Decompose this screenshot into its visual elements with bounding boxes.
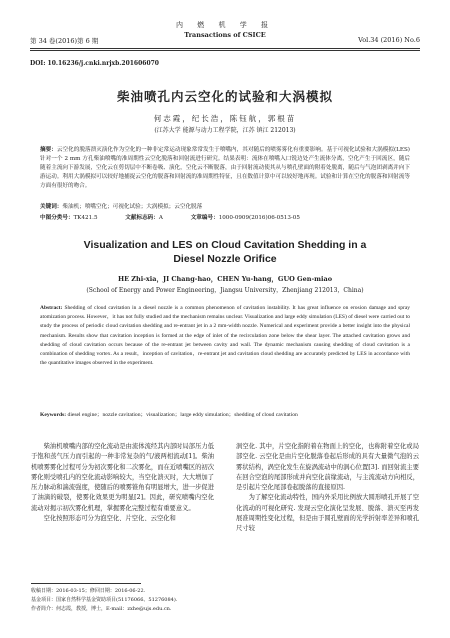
en-affiliation: (School of Energy and Power Engineering，Jiangsu University，Zhenjiang 212013，China)	[86, 287, 364, 294]
clc: 中图分类号：TK421.5	[40, 215, 98, 221]
footnote-fund: 基金项目：国家自然科学基金资助项目(51176066、51276084).	[31, 597, 178, 603]
cn-abstract-label: 摘要：	[40, 147, 57, 153]
en-keywords-text: diesel engine；nozzle cavitation；visualization；large eddy simulation；shedding of cloud cavitation	[67, 412, 298, 418]
en-abstract-label: Abstract:	[40, 305, 63, 311]
cn-keywords	[40, 203, 410, 212]
footnote-received: 收稿日期：2016-03-15；修回日期：2016-06-22.	[31, 588, 146, 594]
en-keywords	[40, 411, 410, 420]
en-keywords-label: Keywords:	[40, 412, 67, 418]
cn-affiliation: (江苏大学 能源与动力工程学院，江苏 镇江 212013)	[154, 127, 296, 134]
header-rule-2	[30, 50, 420, 51]
en-authors: HE Zhi-xia，JI Chang-hao，CHEN Yu-hang，GUO Gen-miao	[117, 275, 333, 283]
en-abstract	[40, 304, 410, 368]
en-title	[0, 238, 450, 266]
body-right-column	[236, 442, 419, 535]
header-journal-cn: 内 燃 机 学 报	[176, 21, 274, 29]
header-journal-en: Transactions of CSICE	[184, 31, 266, 39]
body-left-paragraph-2: 空化按照形态可分为泡空化、片空化、云空化和	[43, 515, 176, 523]
en-title-line2: Diesel Nozzle Orifice	[173, 253, 277, 265]
doc-code: 文献标志码：A	[125, 215, 163, 221]
cn-abstract-text: 云空化的脱落溃灭演化作为空化的一种非定常运动现象常常发生于喷嘴内，其对随后的喷雾雾化有重要影响。基于可视化试验和大涡模拟(LES)针对一个 2 mm 方孔柴油喷嘴的准周期性云空化脱落和回射流进行研究。结果表明：流体在喷嘴入口锐边处产生流体分离，空化产生于回流区，随后随着主流向下游发展，空化云在剪切层中不断卷吸、演化，空化云不断脱落，由于回射流动使其从与喷孔壁面的附着处脱离，随后与气泡团剥离并向下游运动。利用大涡模拟可以较好地捕捉云空化的脱落和回射流的准周期性特征，且在数值计算中可以较好地再现。试验和计算在空化的脱落和回射流等方面有很好的吻合。	[40, 147, 410, 189]
cn-abstract	[40, 146, 410, 191]
header-volume-issue-en: Vol.34 (2016) No.6	[358, 36, 420, 44]
body-left-paragraph-1: 柴油机喷嘴内部的空化流动是由流体流经其内部时局部压力低于饱和蒸气压力而引起的一种非常复杂的气/液两相流动[1]。柴油机喷雾雾化过程可分为初次雾化和二次雾化，而在近喷嘴区的初次雾化则受喷孔内的空化流动影响较大，当空化溃灭时，大大增加了压力脉动和湍流强度，使随后的喷雾锥角有明显增大，进一步促进了油滴的破裂，使雾化效果更为明显[2]。因此，研究喷嘴内空化流动对揭示初次雾化机理，掌握雾化完整过程有重要意义。	[31, 443, 214, 512]
header-volume-issue-cn: 第 34 卷(2016)第 6 期	[30, 37, 99, 45]
header-rule	[30, 48, 420, 49]
cn-keywords-text: 柴油机；喷嘴空化；可视化试验；大涡模拟；云空化脱落	[62, 204, 203, 210]
cn-authors: 何志霞，纪长浩，陈钰航，郭根苗	[153, 114, 297, 123]
body-right-paragraph-2: 为了解空化流动特性，国内外采用比例放大圆形喷孔开展了空化流动的可视化研究. 发现云空化演化呈发展、脱落、溃灭至再发展准周期性变化过程，但是由于圆孔壁面的光学折射率差异和喷孔尺寸较	[236, 494, 419, 533]
doi: DOI: 10.16236/j.cnki.nrjxb.201606070	[30, 60, 159, 67]
cn-keywords-label: 关键词：	[40, 204, 63, 210]
footnote-rule	[31, 583, 141, 584]
en-abstract-text: Shedding of cloud cavitation in a diesel nozzle is a common phenomenon of cavitation instability. It has great influence on erosion damage and spray atomization process. However，it has not fully studied and the mechanism remains unclear. Visualization and large eddy simulation (LES) of diesel were carried out to study the process of periodic cloud cavitation shedding and re-entrant jet in a 2 mm-width nozzle. Numerical and experiment provide a better insight into the physical mechanism. Results show that cavitation inception is formed at the edge of inlet of the recirculation zone below the shear layer. The attached cavitation grows and shedding of cloud cavitation occurs because of the re-entrant jet between cavity and wall. The dynamic mechanism causing shedding of cloud cavitation is a combination of shedding vortex. As a result，inception of cavitation，re-entrant jet and cavitation cloud shedding are accurately predicted by LES in accordance with the quantitative images observed in the experiment.	[40, 305, 411, 367]
body-left-column	[31, 442, 214, 524]
footnote-author: 作者简介：何志霞，教授，博士，E-mail：zxhe@ujs.edu.cn.	[31, 606, 172, 612]
article-no: 文章编号：1000-0909(2016)06-0513-05	[190, 215, 300, 221]
cn-meta-row	[40, 213, 410, 221]
en-title-line1: Visualization and LES on Cloud Cavitation Shedding in a	[83, 239, 367, 251]
body-right-paragraph-1: 涡空化. 其中，片空化指附着在物面上的空化，也称附着空化或局部空化. 云空化是由片空化脱落卷起后形成的具有大量微气泡的云雾状结构，涡空化发生在旋涡流动中的涡心位置[3]. 而回射流主要在回合空泡的尾部形成并向空化前缘流动，与主流流动方向相反，是引起片空化尾部卷起脱落的直接原因.	[236, 443, 419, 492]
cn-title: 柴油喷孔内云空化的试验和大涡模拟	[116, 89, 333, 104]
